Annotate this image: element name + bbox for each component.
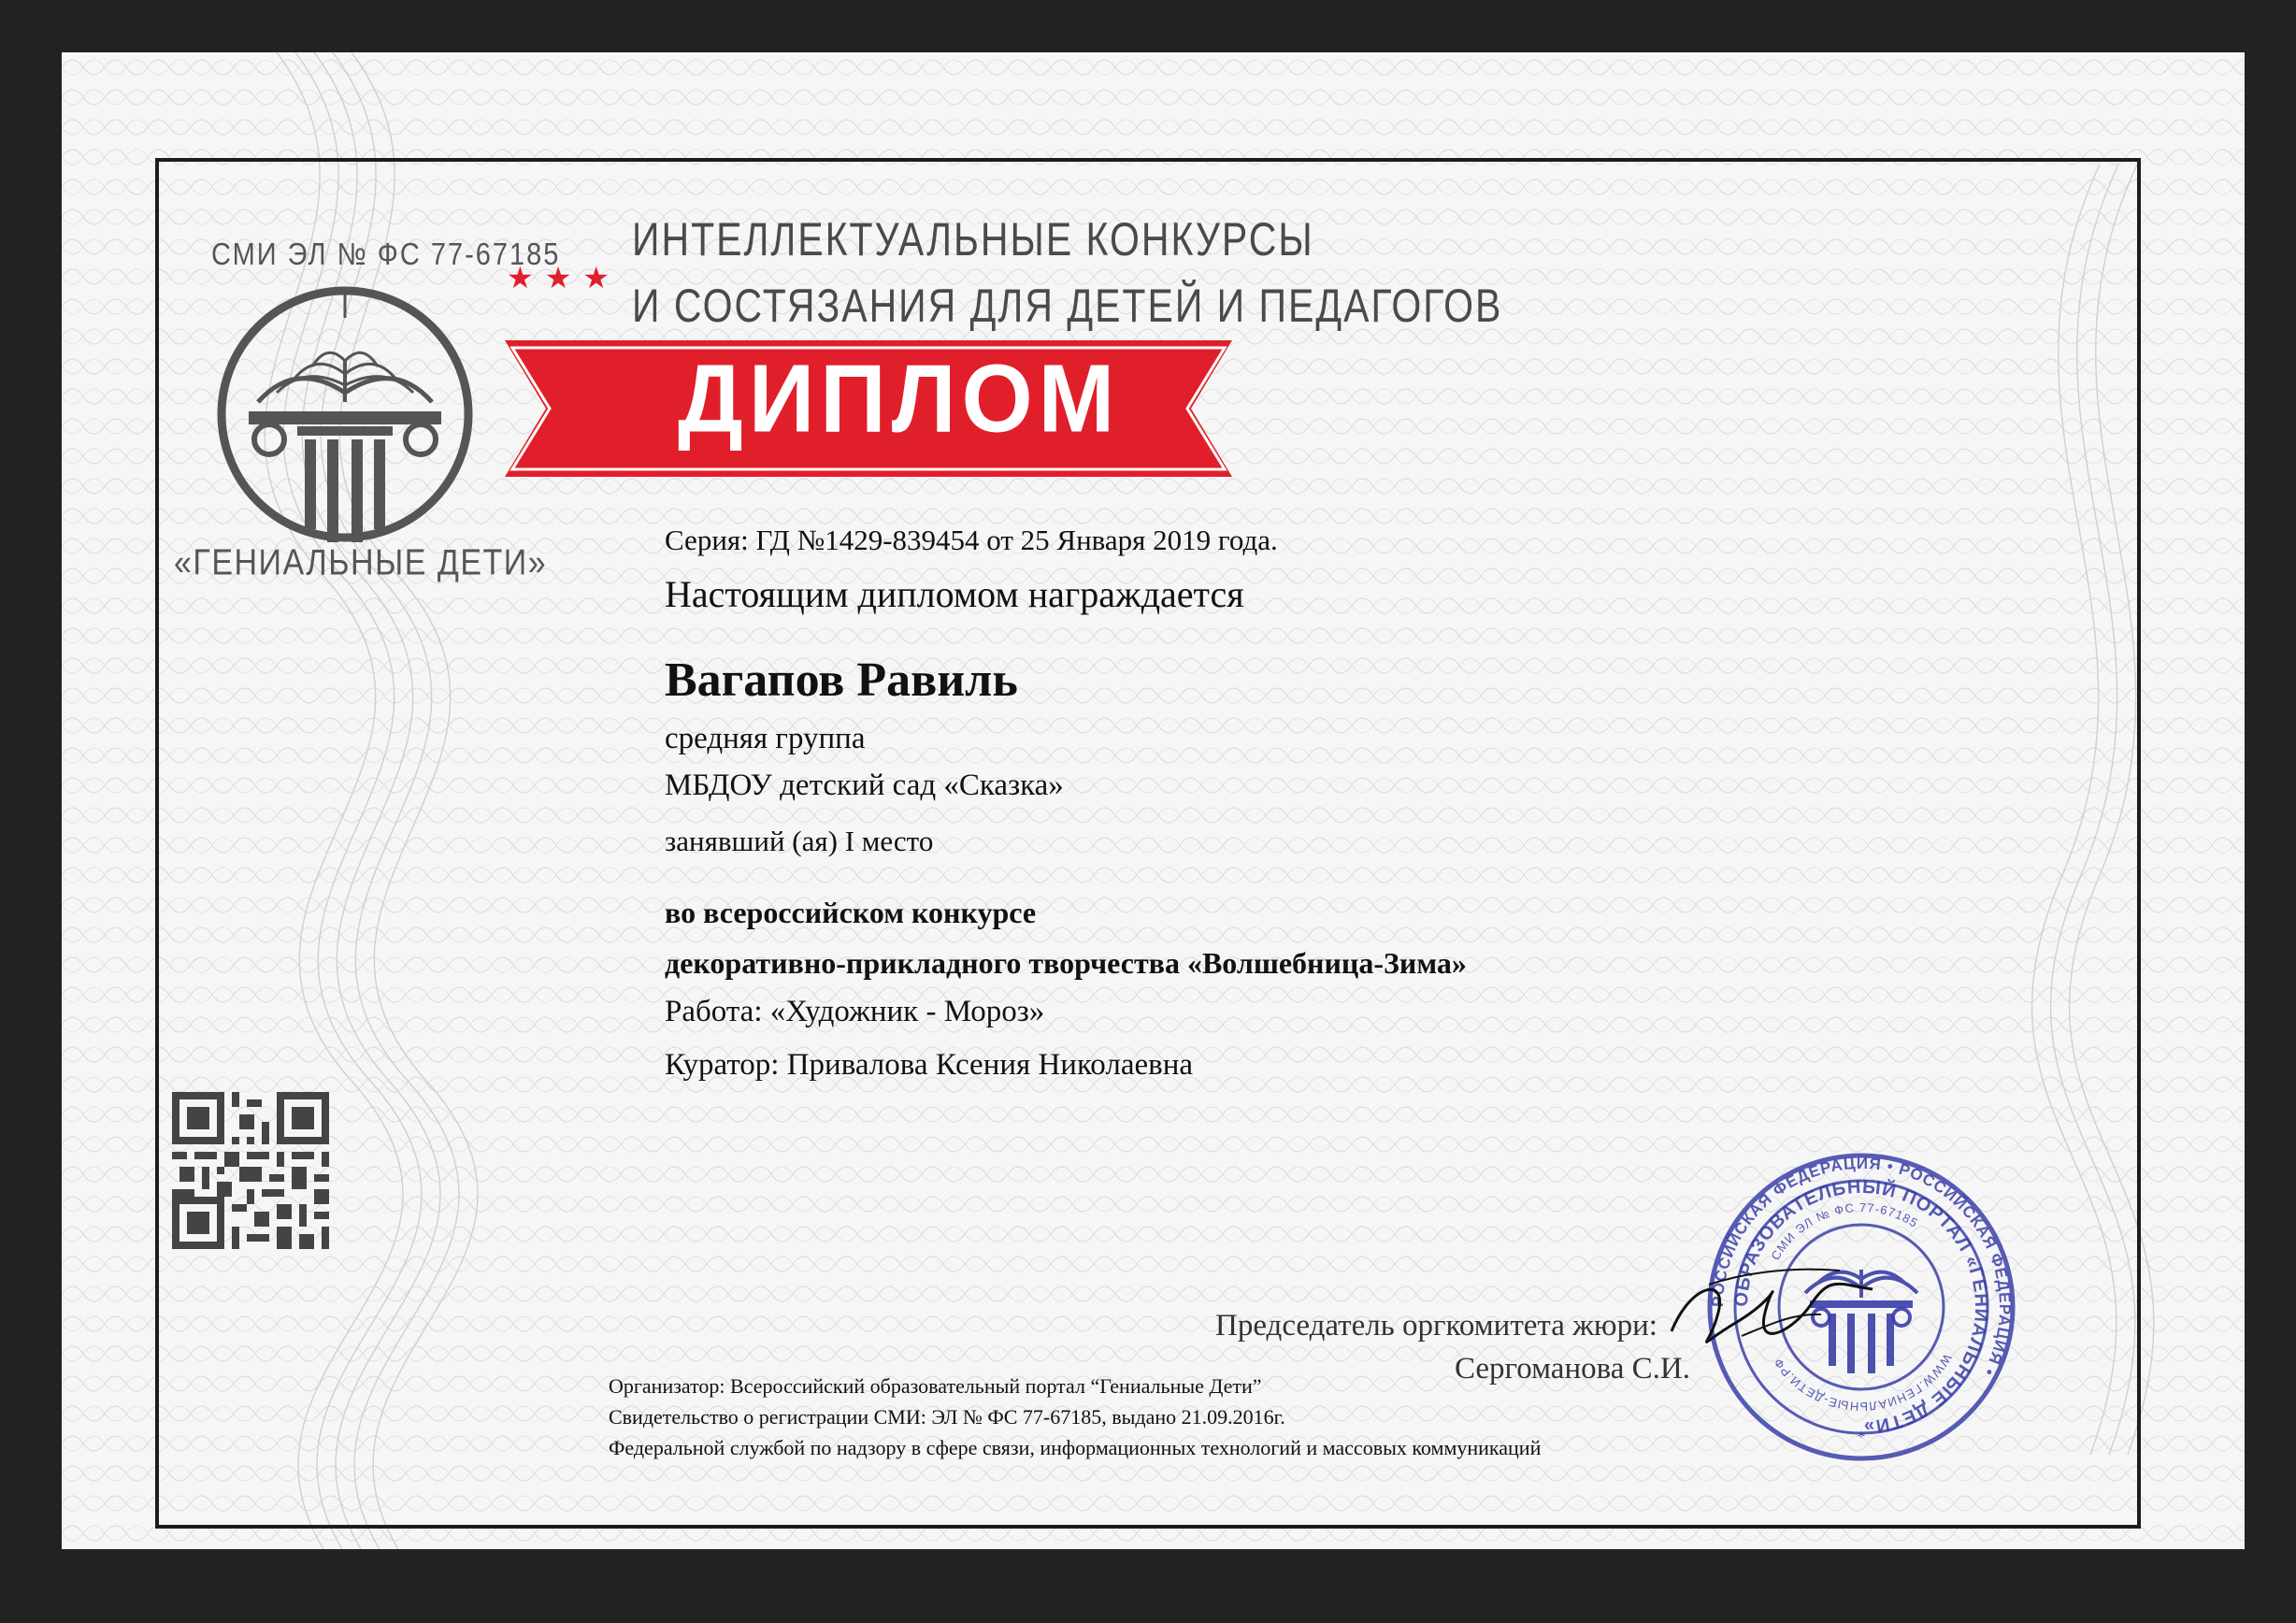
group-name: средняя группа — [665, 722, 866, 755]
recipient-name: Вагапов Равиль — [665, 654, 1018, 707]
seal-site-text: WWW.ГЕНИАЛЬНЫЕ-ДЕТИ.РФ — [1770, 1351, 1955, 1415]
logo-name: «ГЕНИАЛЬНЫЕ ДЕТИ» — [174, 542, 548, 583]
place-text: занявший (ая) I место — [665, 825, 934, 857]
institution-name: МБДОУ детский сад «Сказка» — [665, 768, 1064, 802]
contest-name-line-1: во всероссийском конкурсе — [665, 896, 1037, 929]
awarded-text: Настоящим дипломом награждается — [665, 573, 1244, 615]
organizer-line-3: Федеральной службой по надзору в сфере связи, информационных технологий и массовых коммуникаций — [609, 1436, 1542, 1459]
seal-registration-text: СМИ ЭЛ № ФС 77-67185 — [1768, 1199, 1921, 1263]
chair-name: Сергоманова С.И. — [1455, 1352, 1690, 1386]
seal-outer-text: РОССИЙСКАЯ ФЕДЕРАЦИЯ • РОССИЙСКАЯ ФЕДЕРАЦИЯ • — [1708, 1154, 2015, 1380]
contest-heading-line-2: И СОСТЯЗАНИЯ ДЛЯ ДЕТЕЙ И ПЕДАГОГОВ — [632, 280, 1503, 333]
diploma-title: ДИПЛОМ — [678, 344, 1121, 452]
logo-registration: СМИ ЭЛ № ФС 77-67185 — [211, 237, 561, 272]
organizer-line-1: Организатор: Всероссийский образовательный портал “Гениальные Дети” — [609, 1374, 1262, 1398]
qr-code-icon — [172, 1092, 329, 1249]
contest-name-line-2: декоративно-прикладного творчества «Волшебница-Зима» — [665, 946, 1467, 980]
svg-text:*: * — [1857, 1428, 1866, 1446]
seal-inner-text: ОБРАЗОВАТЕЛЬНЫЙ ПОРТАЛ «ГЕНИАЛЬНЫЕ ДЕТИ» — [1730, 1176, 1992, 1438]
stars-decoration: ★★★ — [507, 261, 622, 294]
handwritten-signature — [1653, 1247, 1887, 1359]
column-book-logo-icon — [211, 280, 479, 548]
curator-name: Куратор: Привалова Ксения Николаевна — [665, 1048, 1194, 1082]
work-title: Работа: «Художник - Мороз» — [665, 995, 1045, 1028]
series-number: Серия: ГД №1429-839454 от 25 Января 2019 года. — [665, 524, 1278, 556]
organizer-line-2: Свидетельство о регистрации СМИ: ЭЛ № ФС 77-67185, выдано 21.09.2016г. — [609, 1405, 1285, 1429]
chair-title: Председатель оргкомитета жюри: — [1215, 1309, 1657, 1343]
contest-heading-line-1: ИНТЕЛЛЕКТУАЛЬНЫЕ КОНКУРСЫ — [632, 213, 1314, 266]
